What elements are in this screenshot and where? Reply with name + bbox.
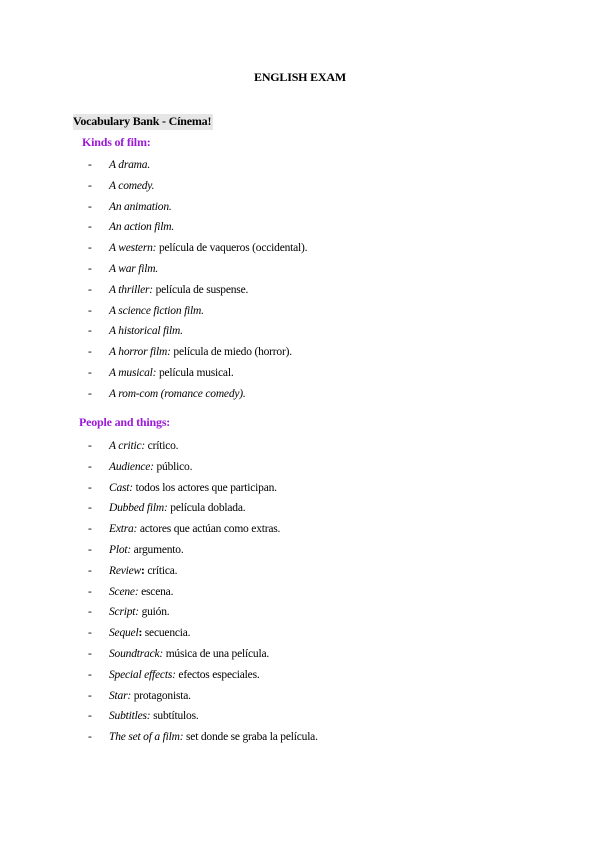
vocab-definition: público.	[153, 460, 193, 473]
vocab-term: Sequel	[109, 627, 139, 640]
list-item	[88, 706, 568, 727]
vocab-term: An action film.	[109, 221, 175, 234]
list-item	[88, 665, 568, 686]
bullet-dash: -	[88, 647, 92, 660]
list-item	[88, 436, 568, 457]
vocab-definition: todos los actores que participan.	[132, 481, 277, 494]
bullet-dash: -	[88, 200, 92, 213]
vocab-term: An animation.	[109, 200, 172, 213]
bullet-dash: -	[88, 262, 92, 275]
bullet-dash: -	[88, 242, 92, 255]
vocab-definition: argumento.	[131, 543, 184, 556]
vocab-term: A thriller:	[109, 283, 153, 296]
bullet-dash: -	[88, 710, 92, 723]
list-item	[88, 498, 568, 519]
list-item	[88, 197, 568, 218]
bullet-dash: -	[88, 627, 92, 640]
vocab-definition: escena.	[138, 585, 174, 598]
vocab-definition: crítico.	[145, 440, 179, 452]
vocab-term: Subtitles:	[109, 710, 151, 723]
vocab-term: Review	[109, 564, 142, 577]
bullet-dash: -	[88, 585, 92, 598]
vocab-term: A comedy.	[109, 179, 155, 192]
bullet-dash: -	[88, 325, 92, 338]
vocab-term: Script:	[109, 606, 139, 619]
bullet-dash: -	[88, 523, 92, 536]
vocab-term: A drama.	[109, 159, 150, 171]
list-item	[88, 602, 568, 623]
bullet-dash: -	[88, 346, 92, 359]
vocab-definition: actores que actúan como extras.	[137, 523, 281, 536]
vocab-term: Audience:	[109, 460, 154, 473]
list-item	[88, 238, 568, 259]
list-item	[88, 561, 568, 582]
list-item	[88, 457, 568, 478]
vocab-term: Cast:	[109, 481, 133, 494]
vocab-definition: película de suspense.	[152, 283, 249, 296]
vocab-term: Star:	[109, 689, 132, 702]
bullet-dash: -	[88, 564, 92, 577]
vocab-term: A historical film.	[109, 325, 183, 338]
bullet-dash: -	[88, 731, 92, 744]
bullet-dash: -	[88, 606, 92, 619]
vocab-definition: set donde se graba la película.	[183, 731, 318, 744]
vocab-term: Soundtrack:	[109, 647, 164, 660]
bullet-dash: -	[88, 283, 92, 296]
bullet-dash: -	[88, 159, 92, 171]
vocab-term: Scene:	[109, 585, 139, 598]
vocab-term: A horror film:	[109, 346, 171, 359]
list-item	[88, 686, 568, 707]
list-item	[88, 540, 568, 561]
vocab-term: A western:	[109, 242, 157, 255]
vocab-separator: :	[141, 564, 145, 577]
vocab-term: Special effects:	[109, 668, 176, 681]
vocab-term: A war film.	[109, 262, 159, 275]
bullet-dash: -	[88, 221, 92, 234]
vocab-term: A science fiction film.	[109, 304, 204, 317]
list-item	[88, 176, 568, 197]
list-item	[88, 363, 568, 384]
vocab-term: Plot:	[109, 543, 131, 556]
vocab-definition: efectos especiales.	[175, 668, 260, 681]
list-item	[88, 321, 568, 342]
list-item	[88, 727, 568, 748]
vocab-definition: subtítulos.	[150, 710, 199, 723]
vocab-separator: :	[138, 627, 143, 640]
bullet-dash: -	[88, 366, 92, 379]
vocab-definition: película de vaqueros (occidental).	[156, 242, 308, 255]
list-item	[88, 519, 568, 540]
vocab-term: A critic:	[109, 440, 145, 452]
vocab-term: A rom-com (romance comedy).	[109, 387, 246, 400]
bullet-dash: -	[88, 387, 92, 400]
bullet-dash: -	[88, 668, 92, 681]
people-and-things-list	[88, 436, 568, 748]
vocab-definition: película de miedo (horror).	[170, 346, 292, 359]
bullet-dash: -	[88, 502, 92, 515]
vocab-definition: música de una película.	[163, 647, 270, 660]
list-item	[88, 280, 568, 301]
vocab-definition: película musical.	[156, 366, 234, 379]
list-item	[88, 217, 568, 238]
list-item	[88, 259, 568, 280]
document-title: ENGLISH EXAM	[254, 70, 346, 84]
vocabulary-bank-heading: Vocabulary Bank - Cínema!	[73, 114, 212, 128]
bullet-dash: -	[88, 460, 92, 473]
vocab-term: Extra:	[109, 523, 138, 536]
bullet-dash: -	[88, 440, 92, 452]
bullet-dash: -	[88, 543, 92, 556]
vocab-definition: crítica.	[144, 564, 178, 577]
kinds-of-film-heading: Kinds of film:	[82, 135, 151, 149]
list-item	[88, 644, 568, 665]
vocab-term: A musical:	[109, 366, 157, 379]
vocab-definition: película doblada.	[167, 502, 246, 515]
vocab-term: Dubbed film:	[109, 502, 168, 515]
vocab-definition: secuencia.	[142, 627, 191, 640]
people-and-things-heading: People and things:	[79, 415, 171, 429]
bullet-dash: -	[88, 304, 92, 317]
list-item	[88, 155, 568, 176]
vocab-term: The set of a film:	[109, 731, 184, 744]
vocab-definition: guión.	[138, 606, 170, 619]
list-item	[88, 478, 568, 499]
vocab-definition: protagonista.	[131, 689, 191, 702]
list-item	[88, 582, 568, 603]
bullet-dash: -	[88, 179, 92, 192]
list-item	[88, 342, 568, 363]
list-item	[88, 301, 568, 322]
kinds-of-film-list	[88, 155, 568, 405]
list-item	[88, 384, 568, 405]
bullet-dash: -	[88, 481, 92, 494]
bullet-dash: -	[88, 689, 92, 702]
list-item	[88, 623, 568, 644]
